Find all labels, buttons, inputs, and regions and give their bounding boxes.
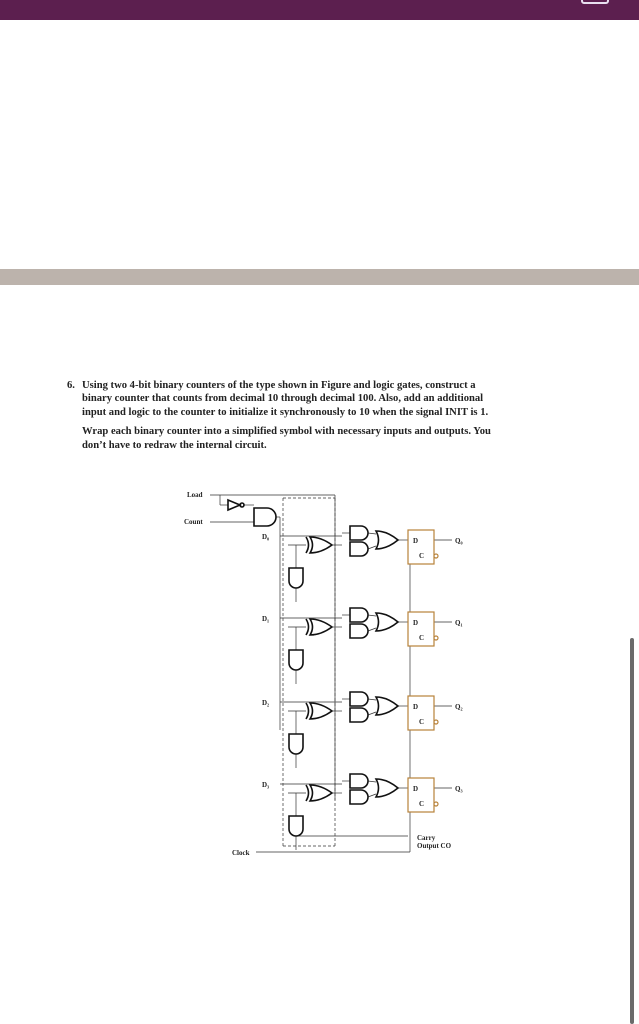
scrollbar[interactable] <box>630 638 634 1024</box>
and-gate <box>350 790 368 804</box>
problem-number: 6. <box>67 380 75 391</box>
flip-flop-c-label: C <box>419 552 425 560</box>
wire <box>368 699 376 700</box>
and-gate <box>350 774 368 788</box>
or-gate <box>376 613 398 631</box>
output-label: Q₂ <box>455 703 463 711</box>
problem-line: don’t have to redraw the internal circuit. <box>82 439 267 451</box>
problem-statement <box>67 379 577 452</box>
wire <box>368 794 376 797</box>
or-gate <box>310 537 332 553</box>
and-gate <box>350 526 368 540</box>
output-label: Q₁ <box>455 619 463 627</box>
wire <box>368 781 376 782</box>
flip-flop-d-label: D <box>413 703 419 711</box>
wire <box>368 546 376 549</box>
wire <box>368 628 376 631</box>
or-gate <box>376 531 398 549</box>
problem-line: Wrap each binary counter into a simplified symbol with necessary inputs and outputs. You <box>82 426 491 438</box>
and-gate <box>289 734 303 754</box>
inverter-gate <box>228 500 240 510</box>
or-gate <box>310 703 332 719</box>
xor-gate-line <box>306 619 309 635</box>
and-gate <box>350 692 368 706</box>
problem-line: input and logic to the counter to initialize it synchronously to 10 when the signal INIT is 1. <box>82 406 489 418</box>
flip-flop-bubble-icon <box>434 636 438 640</box>
wire <box>368 615 376 616</box>
top-bar-button[interactable] <box>581 0 609 4</box>
output-label: Q₀ <box>455 537 463 545</box>
problem-line: binary counter that counts from decimal 10 through decimal 100. Also, add an additional <box>82 393 484 405</box>
and-gate <box>350 542 368 556</box>
flip-flop-c-label: C <box>419 634 425 642</box>
flip-flop-d-label: D <box>413 785 419 793</box>
wire <box>368 533 376 534</box>
and-gate <box>350 608 368 622</box>
data-input-label: D₂ <box>262 699 270 707</box>
flip-flop-d-label: D <box>413 619 419 627</box>
and-gate <box>289 816 303 836</box>
or-gate <box>310 785 332 801</box>
data-input-label: D₀ <box>262 533 270 541</box>
and-gate <box>254 508 276 526</box>
flip-flop-d-label: D <box>413 537 419 545</box>
problem-line: Using two 4-bit binary counters of the type shown in Figure and logic gates, construct a <box>82 380 476 391</box>
flip-flop-bubble-icon <box>434 720 438 724</box>
or-gate <box>310 619 332 635</box>
xor-gate-line <box>306 703 309 719</box>
problem-paragraph-2 <box>82 425 577 452</box>
output-label: Q₃ <box>455 785 463 793</box>
wire <box>368 712 376 715</box>
and-gate <box>350 708 368 722</box>
xor-gate-line <box>306 537 309 553</box>
problem-paragraph-1 <box>82 379 577 419</box>
carry-output-label: Output CO <box>417 842 452 850</box>
and-gate <box>289 568 303 588</box>
flip-flop-c-label: C <box>419 718 425 726</box>
count-label: Count <box>184 518 203 526</box>
load-label: Load <box>187 491 203 499</box>
xor-gate-line <box>306 785 309 801</box>
carry-label: Carry <box>417 834 436 842</box>
flip-flop-bubble-icon <box>434 802 438 806</box>
counter-circuit-diagram <box>170 480 480 870</box>
flip-flop-bubble-icon <box>434 554 438 558</box>
clock-label: Clock <box>232 849 250 857</box>
circuit-gates <box>228 500 438 836</box>
data-input-label: D₁ <box>262 615 270 623</box>
flip-flop-c-label: C <box>419 800 425 808</box>
and-gate <box>350 624 368 638</box>
and-gate <box>289 650 303 670</box>
data-input-label: D₃ <box>262 781 270 789</box>
top-bar <box>0 0 639 20</box>
or-gate <box>376 697 398 715</box>
or-gate <box>376 779 398 797</box>
section-divider <box>0 269 639 285</box>
